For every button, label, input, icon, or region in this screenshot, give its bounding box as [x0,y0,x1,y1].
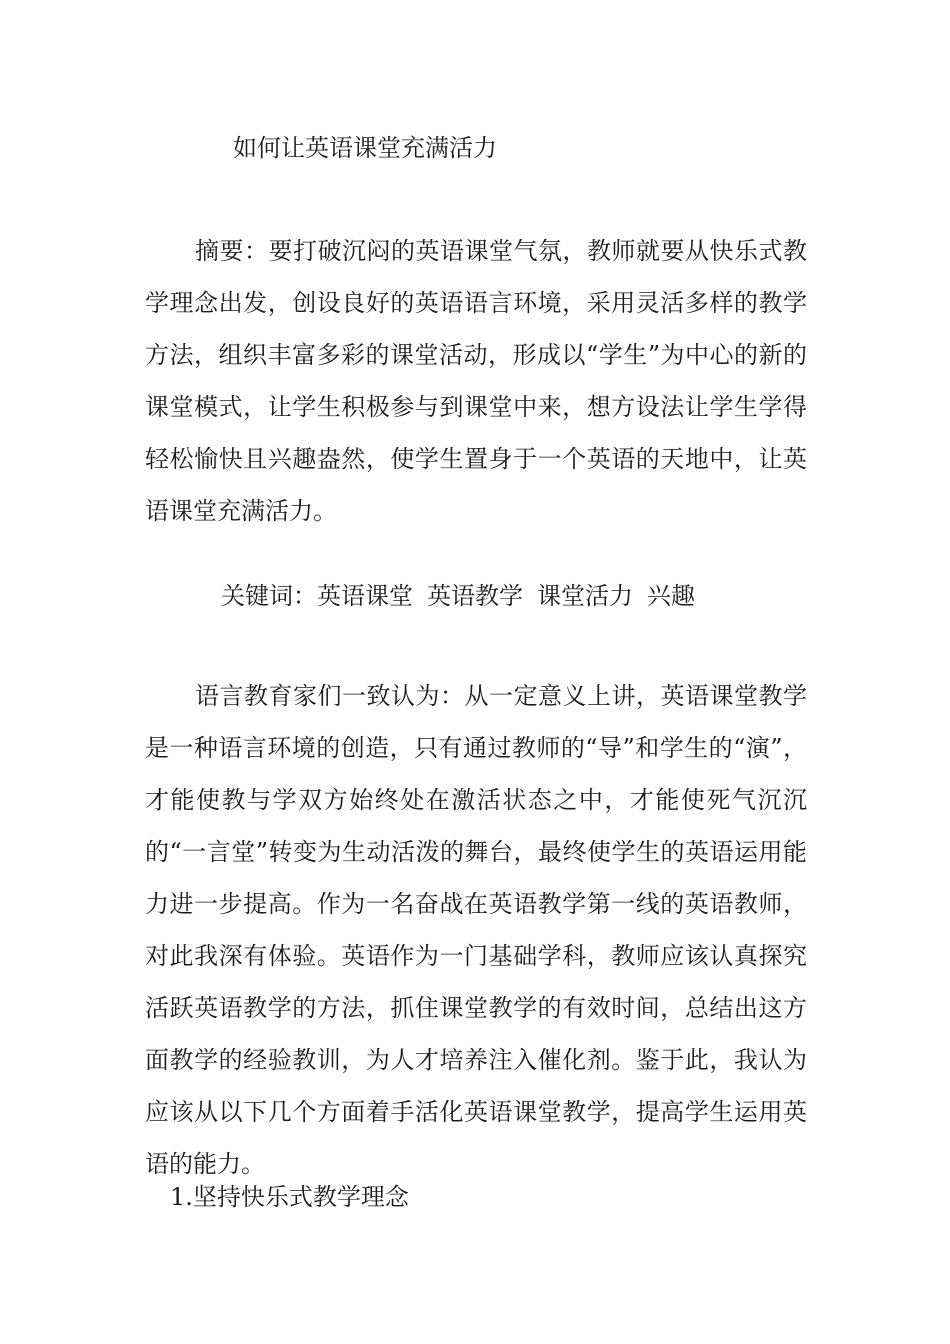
keyword-item: 课堂活力 [537,582,633,610]
keywords-line [221,580,695,612]
abstract-paragraph: 摘要：要打破沉闷的英语课堂气氛，教师就要从快乐式教学理念出发，创设良好的英语语言环境，采用灵活多样的教学方法，组织丰富多彩的课堂活动，形成以“学生”为中心的新的课堂模式，让学生积极参与到课堂中来，想方设法让学生学得轻松愉快且兴趣盎然，使学生置身于一个英语的天地中，让英语课堂充满活力。 [145,237,807,525]
section-heading: 1.坚持快乐式教学理念 [170,1183,409,1211]
keyword-item: 兴趣 [647,582,695,610]
main-paragraph: 语言教育家们一致认为：从一定意义上讲，英语课堂教学是一种语言环境的创造，只有通过教师的“导”和学生的“演”，才能使教与学双方始终处在激活状态之中，才能使死气沉沉的“一言堂”转变为生动活泼的舞台，最终使学生的英语运用能力进一步提高。作为一名奋战在英语教学第一线的英语教师，对此我深有体验。英语作为一门基础学科，教师应该认真探究活跃英语教学的方法，抓住课堂教学的有效时间，总结出这方面教学的经验教训，为人才培养注入催化剂。鉴于此，我认为应该从以下几个方面着手活化英语课堂教学，提高学生运用英语的能力。 [145,682,807,1178]
keyword-item: 英语课堂 [317,582,413,610]
keyword-item: 英语教学 [427,582,523,610]
document-title: 如何让英语课堂充满活力 [233,134,497,162]
keywords-label: 关键词： [221,582,317,610]
